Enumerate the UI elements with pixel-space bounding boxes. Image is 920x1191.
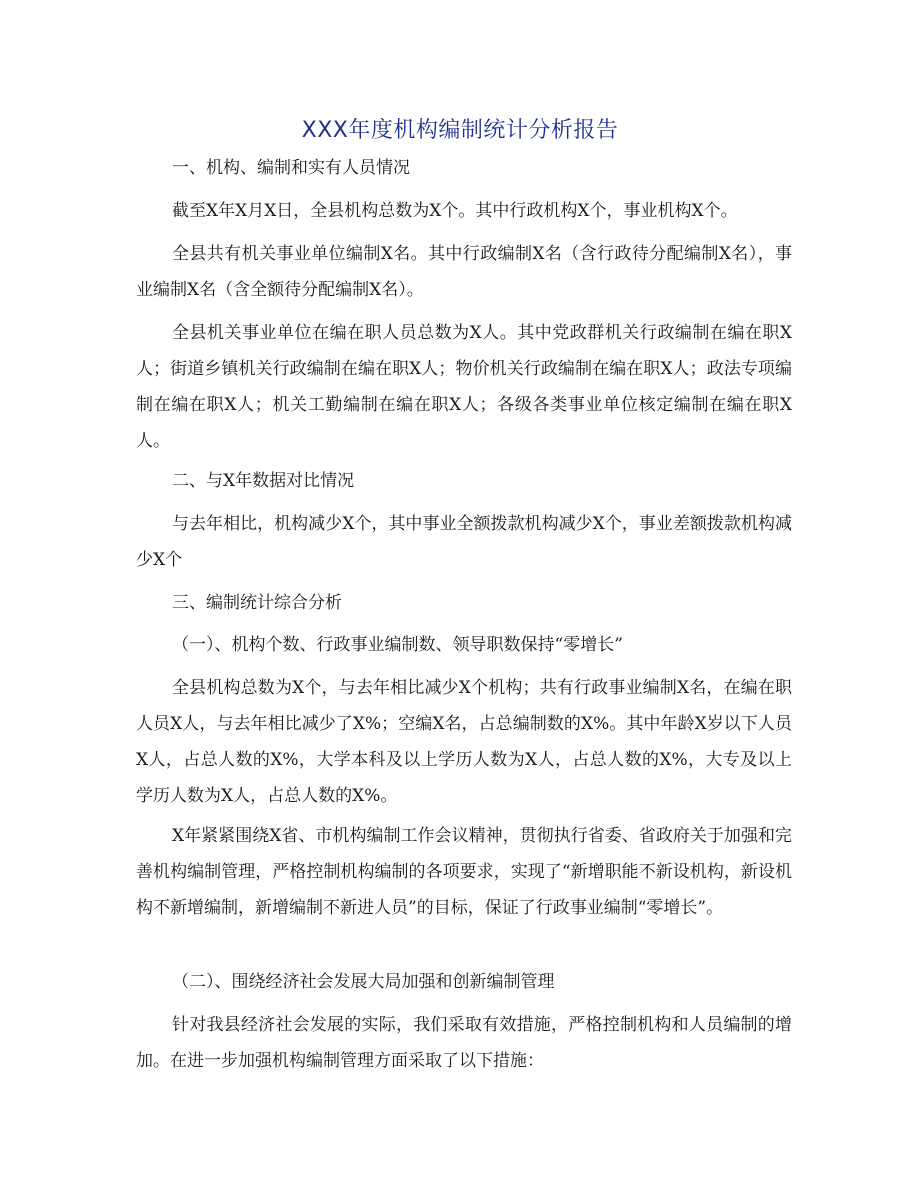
paragraph-staffing-total: 全县共有机关事业单位编制X名。其中行政编制X名（含行政待分配编制X名），事业编制X名（含全额待分配编制X名）。 [136,244,792,300]
paragraph-institution-total: 截至X年X月X日，全县机构总数为X个。其中行政机构X个，事业机构X个。 [172,201,738,221]
heading-section-3: 三、编制统计综合分析 [172,593,342,613]
paragraph-comparison: 与去年相比，机构减少X个，其中事业全额拨款机构减少X个，事业差额拨款机构减少X个 [136,514,792,570]
paragraph-policy-implementation: X年紧紧围绕X省、市机构编制工作会议精神，贯彻执行省委、省政府关于加强和完善机构编制管理，严格控制机构编制的各项要求，实现了“新增职能不新设机构，新设机构不新增编制，新增编制不新进人员”的目标，保证了行政事业编制“零增长”。 [136,826,792,918]
subheading-zero-growth: （一）、机构个数、行政事业编制数、领导职数保持“零增长” [172,635,623,655]
paragraph-measures: 针对我县经济社会发展的实际，我们采取有效措施，严格控制机构和人员编制的增加。在进一步加强机构编制管理方面采取了以下措施： [136,1015,792,1071]
paragraph-personnel-total: 全县机关事业单位在编在职人员总数为X人。其中党政群机关行政编制在编在职X人；街道乡镇机关行政编制在编在职X人；物价机关行政编制在编在职X人；政法专项编制在编在职X人；机关工勤编制在编在职X人；各级各类事业单位核定编制在编在职X人。 [136,323,792,451]
heading-section-2: 二、与X年数据对比情况 [172,471,355,491]
heading-section-1: 一、机构、编制和实有人员情况 [172,158,410,178]
subheading-innovation-management: （二）、围绕经济社会发展大局加强和创新编制管理 [172,972,555,992]
document-title: XXX年度机构编制统计分析报告 [301,118,619,143]
paragraph-analysis-stats: 全县机构总数为X个，与去年相比减少X个机构；共有行政事业编制X名，在编在职人员X人，与去年相比减少了X%；空编X名，占总编制数的X%。其中年龄X岁以下人员X人，占总人数的X%，大学本科及以上学历人数为X人，占总人数的X%，大专及以上学历人数为X人，占总人数的X%。 [136,678,792,806]
